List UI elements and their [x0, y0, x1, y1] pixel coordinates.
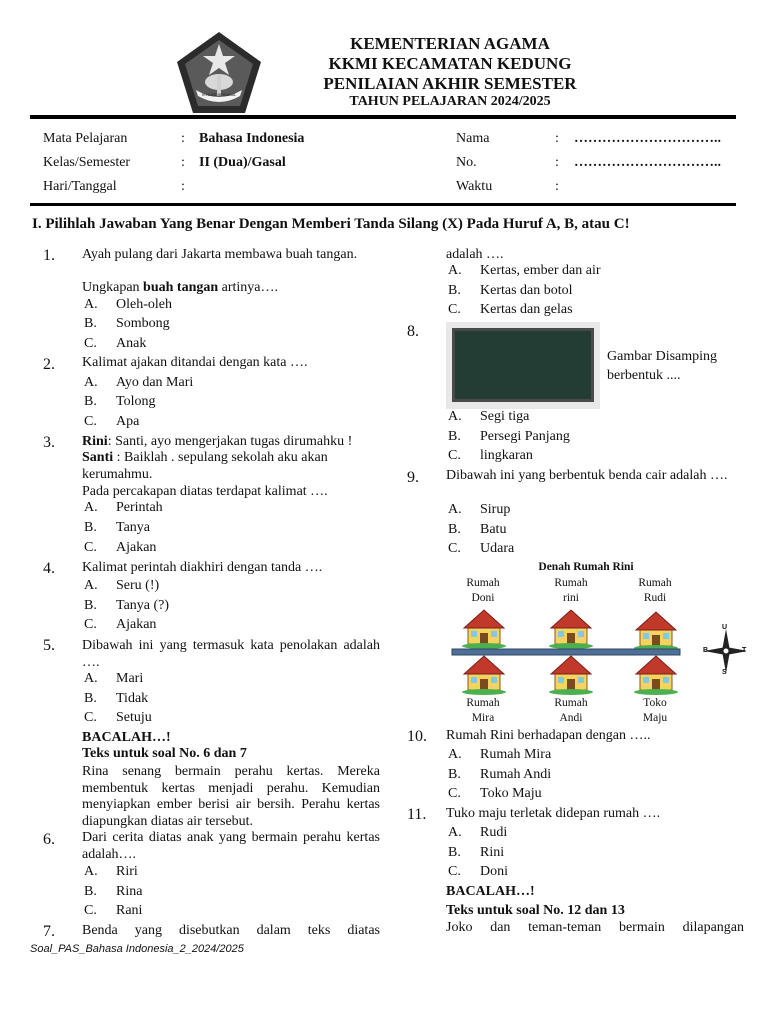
- map-label-andi: Rumah Andi: [554, 697, 588, 724]
- q10-letter-a[interactable]: A.: [448, 747, 462, 762]
- q7-letter-c[interactable]: C.: [448, 302, 461, 317]
- chalkboard-image: [446, 322, 600, 409]
- q3-option-b[interactable]: Tanya: [116, 520, 151, 535]
- q4-letter-c[interactable]: C.: [84, 617, 97, 632]
- q2-text: Kalimat ajakan ditandai dengan kata ….: [82, 355, 308, 370]
- q8-option-b[interactable]: Persegi Panjang: [480, 429, 570, 444]
- q10-letter-b[interactable]: B.: [448, 767, 461, 782]
- q11-letter-b[interactable]: B.: [448, 845, 461, 860]
- q5-text: Dibawah ini yang termasuk kata penolakan adalah ….: [82, 638, 380, 670]
- q9-option-c[interactable]: Udara: [480, 541, 515, 556]
- q2-number: 2.: [43, 356, 55, 373]
- q9-letter-b[interactable]: B.: [448, 522, 461, 537]
- map-label-toko: Toko Maju: [642, 697, 668, 724]
- q8-number: 8.: [407, 323, 419, 340]
- q2-letter-a[interactable]: A.: [84, 375, 98, 390]
- q3-number: 3.: [43, 434, 55, 451]
- q3-speaker-1: Rini: [82, 434, 108, 449]
- q11-option-b[interactable]: Rini: [480, 845, 505, 860]
- q8-option-c[interactable]: lingkaran: [480, 448, 533, 463]
- q5-option-a[interactable]: Mari: [116, 671, 144, 686]
- class-colon: :: [181, 155, 185, 170]
- q9-option-a[interactable]: Sirup: [480, 502, 511, 517]
- house-rini-icon: [549, 610, 593, 649]
- map-label-doni: Rumah Doni: [466, 577, 500, 604]
- q1-letter-b[interactable]: B.: [84, 316, 97, 331]
- q1-text-2a: Ungkapan: [82, 280, 144, 295]
- subject-label: Mata Pelajaran: [43, 131, 128, 146]
- q9-letter-c[interactable]: C.: [448, 541, 461, 556]
- subject-colon: :: [181, 131, 185, 146]
- q3-dialog-2: [82, 450, 372, 483]
- q5-number: 5.: [43, 637, 55, 654]
- q7-text: Benda yang disebutkan dalam teks diatas: [82, 923, 380, 938]
- class-value: II (Dua)/Gasal: [199, 155, 286, 170]
- road: [452, 649, 680, 655]
- q3-option-a[interactable]: Perintah: [116, 500, 163, 515]
- q7-number: 7.: [43, 923, 55, 940]
- q4-option-c[interactable]: Ajakan: [116, 617, 157, 632]
- map-title: Denah Rumah Rini: [538, 561, 634, 573]
- logo-motto: IKHLAS BERAMAL: [202, 92, 237, 97]
- house-mira-icon: [462, 656, 506, 695]
- no-colon: :: [555, 155, 559, 170]
- q9-letter-a[interactable]: A.: [448, 502, 462, 517]
- house-andi-icon: [549, 656, 593, 695]
- q6-option-c[interactable]: Rani: [116, 903, 143, 918]
- name-label: Nama: [456, 131, 490, 146]
- name-colon: :: [555, 131, 559, 146]
- q8-option-a[interactable]: Segi tiga: [480, 409, 530, 424]
- compass-north: U: [722, 624, 728, 631]
- q6-text: Dari cerita diatas anak yang bermain perahu kertas adalah….: [82, 830, 380, 862]
- date-colon: :: [181, 179, 185, 194]
- chalkboard-surface: [452, 328, 594, 402]
- q10-letter-c[interactable]: C.: [448, 786, 461, 801]
- q3-line-2: : Baiklah . sepulang sekolah aku akan kerumahmu.: [82, 450, 328, 482]
- map-label-rudi: Rumah Rudi: [638, 577, 672, 604]
- q3-speaker-2: Santi: [82, 450, 114, 465]
- q7-option-b[interactable]: Kertas dan botol: [480, 283, 573, 298]
- q9-option-b[interactable]: Batu: [480, 522, 507, 537]
- q3-line-1: : Santi, ayo mengerjakan tugas dirumahku !: [107, 434, 353, 449]
- compass-icon: [704, 629, 746, 673]
- ministry-logo: [174, 30, 264, 116]
- q5-letter-b[interactable]: B.: [84, 691, 97, 706]
- q1-option-c[interactable]: Anak: [116, 336, 147, 351]
- q2-letter-b[interactable]: B.: [84, 394, 97, 409]
- compass-east: T: [742, 647, 747, 654]
- compass-west: B: [703, 647, 709, 654]
- q6-letter-a[interactable]: A.: [84, 864, 98, 879]
- q4-letter-a[interactable]: A.: [84, 578, 98, 593]
- q10-option-c[interactable]: Toko Maju: [480, 786, 542, 801]
- q1-option-b[interactable]: Sombong: [116, 316, 170, 331]
- q9-number: 9.: [407, 469, 419, 486]
- q2-letter-c[interactable]: C.: [84, 414, 97, 429]
- q11-letter-c[interactable]: C.: [448, 864, 461, 879]
- q3-dialog-1: [82, 434, 382, 451]
- no-label: No.: [456, 155, 477, 170]
- map-label-rini: Rumah rini: [554, 577, 588, 604]
- reading1-body: Rina senang bermain perahu kertas. Mereka membentuk kertas menjadi perahu. Kemudian menyiapkan ember berisi air bersih. Perahu kertas diapungkan diatas air tersebut.: [82, 764, 380, 829]
- compass-south: S: [722, 669, 727, 676]
- q3-question: Pada percakapan diatas terdapat kalimat ….: [82, 484, 328, 499]
- house-doni-icon: [462, 610, 506, 649]
- q6-option-a[interactable]: Riri: [116, 864, 138, 879]
- q1-number: 1.: [43, 247, 55, 264]
- q1-text-2c: artinya….: [218, 280, 279, 295]
- no-dots: …………………………..: [574, 155, 721, 170]
- date-label: Hari/Tanggal: [43, 179, 117, 194]
- q3-letter-a[interactable]: A.: [84, 500, 98, 515]
- q9-text: Dibawah ini yang berbentuk benda cair adalah ….: [446, 468, 728, 483]
- q11-number: 11.: [407, 806, 427, 823]
- subject-value: Bahasa Indonesia: [199, 131, 305, 146]
- reading2-subtitle: Teks untuk soal No. 12 dan 13: [446, 903, 625, 918]
- q8-letter-b[interactable]: B.: [448, 429, 461, 444]
- q8-letter-c[interactable]: C.: [448, 448, 461, 463]
- q4-number: 4.: [43, 560, 55, 577]
- reading1-subtitle: Teks untuk soal No. 6 dan 7: [82, 746, 247, 761]
- q4-option-a[interactable]: Seru (!): [116, 578, 160, 593]
- q10-option-a[interactable]: Rumah Mira: [480, 747, 552, 762]
- time-label: Waktu: [456, 179, 493, 194]
- q11-option-a[interactable]: Rudi: [480, 825, 508, 840]
- q3-option-c[interactable]: Ajakan: [116, 540, 157, 555]
- q6-letter-b[interactable]: B.: [84, 884, 97, 899]
- header-institution: KKMI KECAMATAN KEDUNG: [328, 54, 572, 73]
- q8-caption: Gambar Disamping berbentuk ....: [607, 349, 718, 383]
- q5-letter-a[interactable]: A.: [84, 671, 98, 686]
- q1-text: Ayah pulang dari Jakarta membawa buah tangan.: [82, 247, 358, 262]
- header-divider-top: [30, 115, 736, 119]
- q7-option-a[interactable]: Kertas, ember dan air: [480, 263, 601, 278]
- time-colon: :: [555, 179, 559, 194]
- footer-filename: Soal_PAS_Bahasa Indonesia_2_2024/2025: [30, 943, 244, 955]
- q4-letter-b[interactable]: B.: [84, 598, 97, 613]
- q11-option-c[interactable]: Doni: [480, 864, 508, 879]
- q5-option-b[interactable]: Tidak: [116, 691, 149, 706]
- q11-letter-a[interactable]: A.: [448, 825, 462, 840]
- q1-letter-a[interactable]: A.: [84, 297, 98, 312]
- toko-maju-icon: [634, 656, 678, 695]
- q10-text: Rumah Rini berhadapan dengan …..: [446, 728, 651, 743]
- q3-letter-b[interactable]: B.: [84, 520, 97, 535]
- ministry-emblem-icon: [174, 30, 264, 116]
- reading2-body: Joko dan teman-teman bermain dilapangan: [446, 920, 744, 935]
- q11-text: Tuko maju terletak didepan rumah ….: [446, 806, 661, 821]
- q5-option-c[interactable]: Setuju: [116, 710, 152, 725]
- section-title: I. Pilihlah Jawaban Yang Benar Dengan Memberi Tanda Silang (X) Pada Huruf A, B, atau C!: [32, 216, 630, 232]
- name-dots: …………………………..: [574, 131, 721, 146]
- q1-letter-c[interactable]: C.: [84, 336, 97, 351]
- q6-number: 6.: [43, 831, 55, 848]
- header-exam: PENILAIAN AKHIR SEMESTER: [323, 74, 577, 93]
- q5-letter-c[interactable]: C.: [84, 710, 97, 725]
- q3-letter-c[interactable]: C.: [84, 540, 97, 555]
- q2-option-a[interactable]: Ayo dan Mari: [116, 375, 194, 390]
- header-divider-bottom: [30, 203, 736, 206]
- q7-text-cont: adalah ….: [446, 247, 504, 262]
- q7-letter-b[interactable]: B.: [448, 283, 461, 298]
- house-map: [446, 558, 746, 726]
- class-label: Kelas/Semester: [43, 155, 131, 170]
- q1-text-2: [82, 280, 380, 297]
- q2-option-b[interactable]: Tolong: [116, 394, 156, 409]
- q7-letter-a[interactable]: A.: [448, 263, 462, 278]
- header-year: TAHUN PELAJARAN 2024/2025: [349, 94, 551, 109]
- q7-option-c[interactable]: Kertas dan gelas: [480, 302, 573, 317]
- q10-number: 10.: [407, 728, 427, 745]
- q1-option-a[interactable]: Oleh-oleh: [116, 297, 172, 312]
- q1-idiom: buah tangan: [143, 280, 219, 295]
- q8-letter-a[interactable]: A.: [448, 409, 462, 424]
- header-ministry: KEMENTERIAN AGAMA: [350, 34, 550, 53]
- q2-option-c[interactable]: Apa: [116, 414, 140, 429]
- q4-text: Kalimat perintah diakhiri dengan tanda ….: [82, 560, 323, 575]
- q6-letter-c[interactable]: C.: [84, 903, 97, 918]
- map-label-mira: Rumah Mira: [466, 697, 500, 724]
- q10-option-b[interactable]: Rumah Andi: [480, 767, 552, 782]
- reading1-title: BACALAH…!: [82, 730, 171, 745]
- reading2-title: BACALAH…!: [446, 884, 535, 899]
- q6-option-b[interactable]: Rina: [116, 884, 143, 899]
- q4-option-b[interactable]: Tanya (?): [116, 598, 170, 613]
- house-rudi-icon: [634, 612, 678, 651]
